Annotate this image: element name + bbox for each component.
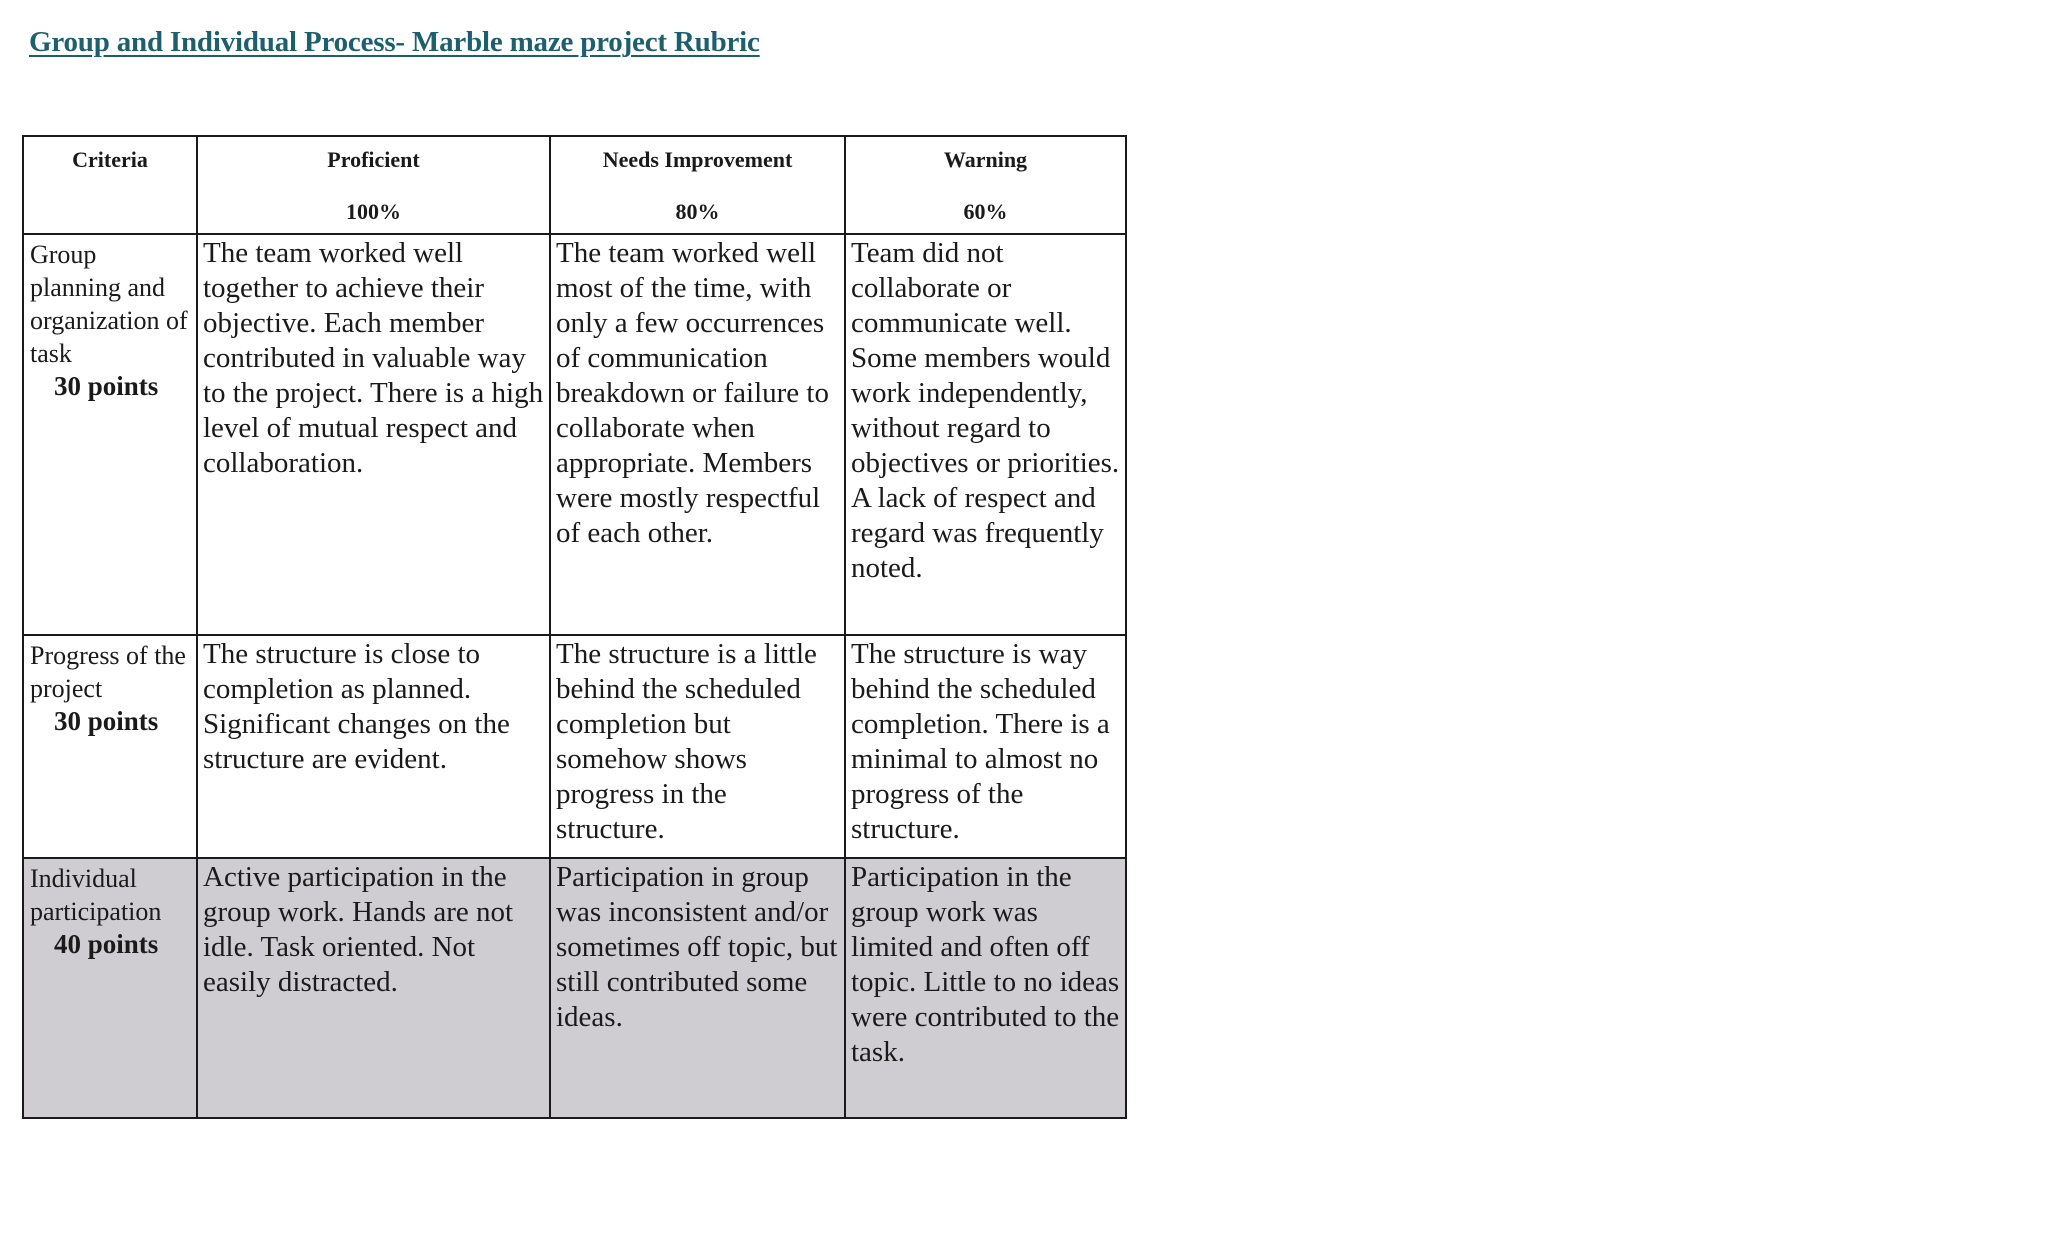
header-proficient	[197, 136, 550, 234]
header-percent: 60%	[963, 199, 1008, 224]
warning-cell: Team did not collaborate or communicate well. Some members would work independently, without regard to objectives or priorities. A lack of respect and regard was frequently noted.	[845, 234, 1126, 635]
rubric-table	[22, 135, 1127, 1119]
header-row	[23, 136, 1126, 234]
page-title: Group and Individual Process- Marble maze project Rubric	[29, 26, 760, 58]
criteria-name: Progress of the project	[30, 641, 186, 703]
proficient-cell: The team worked well together to achieve their objective. Each member contributed in valuable way to the project. There is a high level of mutual respect and collaboration.	[197, 234, 550, 635]
criteria-cell	[23, 234, 197, 635]
criteria-points: 40 points	[54, 929, 159, 959]
table-row	[23, 858, 1126, 1118]
header-needs-improvement	[550, 136, 845, 234]
criteria-points: 30 points	[54, 371, 159, 401]
header-warning	[845, 136, 1126, 234]
header-label: Criteria	[72, 147, 148, 172]
criteria-name: Individual participation	[30, 864, 162, 926]
table-row	[23, 234, 1126, 635]
needs-improvement-cell: Participation in group was inconsistent and/or sometimes off topic, but still contributed some ideas.	[550, 858, 845, 1118]
table-row	[23, 635, 1126, 858]
warning-cell: Participation in the group work was limited and often off topic. Little to no ideas were contributed to the task.	[845, 858, 1126, 1118]
header-label: Needs Improvement	[602, 147, 793, 172]
header-percent: 80%	[675, 199, 720, 224]
criteria-cell	[23, 635, 197, 858]
header-label: Proficient	[327, 147, 420, 172]
warning-cell: The structure is way behind the scheduled completion. There is a minimal to almost no progress of the structure.	[845, 635, 1126, 858]
criteria-cell	[23, 858, 197, 1118]
header-percent: 100%	[346, 199, 401, 224]
criteria-points: 30 points	[54, 706, 159, 736]
needs-improvement-cell: The team worked well most of the time, with only a few occurrences of communication breakdown or failure to collaborate when appropriate. Members were mostly respectful of each other.	[550, 234, 845, 635]
header-label: Warning	[943, 147, 1028, 172]
proficient-cell: The structure is close to completion as planned. Significant changes on the structure are evident.	[197, 635, 550, 858]
proficient-cell: Active participation in the group work. Hands are not idle. Task oriented. Not easily distracted.	[197, 858, 550, 1118]
needs-improvement-cell: The structure is a little behind the scheduled completion but somehow shows progress in the structure.	[550, 635, 845, 858]
header-criteria	[23, 136, 197, 234]
criteria-name: Group planning and organization of task	[30, 240, 188, 368]
